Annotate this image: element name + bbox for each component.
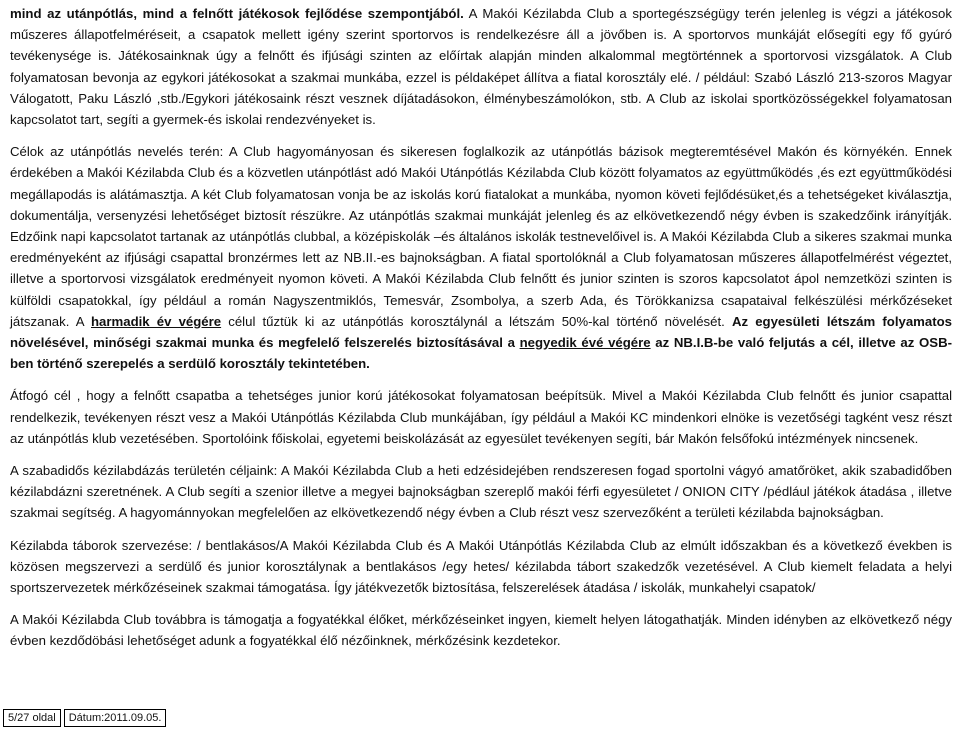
paragraph-youth-goals — [10, 141, 952, 374]
document-body — [10, 0, 952, 652]
fourth-year-emphasis: negyedik évé végére — [519, 335, 651, 351]
youth-goals-text-2: célul tűztük ki az utánpótlás korosztálynál a létszám 50%-kal történő növelését. — [221, 313, 732, 329]
document-date: Dátum:2011.09.05. — [64, 709, 167, 727]
third-year-emphasis: harmadik év végére — [91, 313, 222, 329]
nb1b-goal-bold: az NB.I.B-be való feljutás a cél, illetve az OSB-ben történő szerepelés a serdülő korosztály tekintetében. — [10, 335, 952, 372]
paragraph-health-text: A Makói Kézilabda Club a sportegészségügy terén jelenleg is végzi a játékosok műszeres állapotfelméréseit, a csapatok mellett igény szerint sportorvos is rendelkezésre áll a jövőben is. A sportorvos munkáját elősegíti egy fő gyúró tevékenysége is. Játékosainknak úgy a felnőtt és ifjúsági szinten az előírtak alapján minden alkalommal megtörténnek a sportorvosi vizsgálatok. A Club folyamatosan bevonja az egykori játékosokat a szakmai munkába, ezzel is példaképet állítva a fiatal korosztály elé. / például: Szabó László 213-szoros Magyar Válogatott, Paku László ,stb./Egykori játékosaink részt vesznek díjátadásokon, élménybeszámolókon, stb. A Club az iskolai sportközösségekkel folyamatosan kapcsolatot tart, segíti a gyermek-és iskolai rendezvényeket is. — [10, 6, 952, 128]
paragraph-leisure: A szabadidős kézilabdázás területén céljaink: A Makói Kézilabda Club a heti edzésidejében rendszeresen fogad sportolni vágyó amatőröket, akik szabadidőben kézilabdázni szeretnének. A Club segíti a szenior illetve a megyei bajnokságban szereplő makói férfi egyesületet / ONION CITY /pédlául játékok átadása , illetve szakmai segítség. A hagyománnyokan megfelelően az elkövetkezendő négy évben a Club részt vesz szervezőként a területi kézilabda bajnokságban. — [10, 463, 952, 521]
page-footer — [3, 709, 166, 727]
paragraph-overall-goal: Átfogó cél , hogy a felnőtt csapatba a tehetséges junior korú játékosokat folyamatosan beépítsük. Mivel a Makói Kézilabda Club felnőtt és junior csapattal rendelkezik, tevékenyen részt vesz a Makói Utánpótlás Kézilabda Club munkájában, így például a Makói KC mindenkori elnöke is vezetőségi tagként vesz részt az utánpótlás klub vezetésében. Sportolóink főiskolai, egyetemi beiskolázását az egyesület tevékenyen segíti, bár Makón felsőfokú intézmények nincsenek. — [10, 388, 952, 446]
youth-goals-text: Célok az utánpótlás nevelés terén: A Club hagyományosan és sikeresen foglalkozik az utánpótlás bázisok megteremtésével Makón és környékén. Ennek érdekében a Makói Kézilabda Club és a közvetlen utánpótlást adó Makói Utánpótlás Kézilabda Club között folyamatos az együttműködés ,és ezt együttműködési megállapodás is alátámasztja. A két Club folyamatosan vonja be az iskolás korú fiatalokat a munkába, nyomon követi fejlődésüket,és a tehetségeket kiválasztja, dokumentálja, versenyzési lehetőséget biztosít részükre. Az utánpótlás szakmai munkáját jelenleg és az elkövetkezendő négy évben is szakedzőink irányítják. Edzőink napi kapcsolatot tartanak az utánpótlás clubbal, a középiskolák –és általános iskolák testnevelőivel is. A Makói Kézilabda Club a sikeres szakmai munka eredményeként az ifjúsági csapattal bronzérmes lett az NB.II.-es bajnokságban. A fiatal sportolóknál a Club folyamatosan műszeres állapotfelmérést végeztet, illetve a sportorvosi vizsgálatok eredményeit nyomon követi. A Makói Kézilabda Club felnőtt és junior szinten is szoros kapcsolatot ápol nemzetközi szinten is külföldi csapatokkal, így például a román Nagyszentmiklós, Temesvár, Zsombolya, a szerb Ada, és Törökkanizsa csapataival felkészülési mérkőzéseket játszanak. A — [10, 144, 952, 329]
paragraph-disabled-support: A Makói Kézilabda Club továbbra is támogatja a fogyatékkal élőket, mérkőzéseinket ingyen, kiemelt helyen látogathatják. Minden idényben az elkövetkező négy évben kezdődöbási lehetőséget adunk a fogyatékkal élő nézőinknek, mérkőzésink kezdetekor. — [10, 612, 952, 649]
intro-bold: mind az utánpótlás, mind a felnőtt játékosok fejlődése szempontjából. — [10, 6, 464, 21]
paragraph-health — [10, 0, 952, 130]
membership-goal-bold: Az egyesületi létszám folyamatos növelésével, minőségi szakmai munka és megfelelő felszerelés biztosításával a — [10, 313, 952, 351]
paragraph-camps: Kézilabda táborok szervezése: / bentlakásos/A Makói Kézilabda Club és A Makói Utánpótlás Kézilabda Club az elmúlt időszakban és a következő években is közösen megszervezi a serdülő és junior korosztálynak a bentlakásos /egy hetes/ kézilabda tábort szakedzők vezetésével. A Club kiemelt feladata a helyi sportszervezetek mérkőzéseinek szakmai támogatása. Így játékvezetők biztosítása, felszerelések átadása / iskolák, munkahelyi csapatok/ — [10, 537, 952, 596]
page-number: 5/27 oldal — [3, 709, 61, 727]
